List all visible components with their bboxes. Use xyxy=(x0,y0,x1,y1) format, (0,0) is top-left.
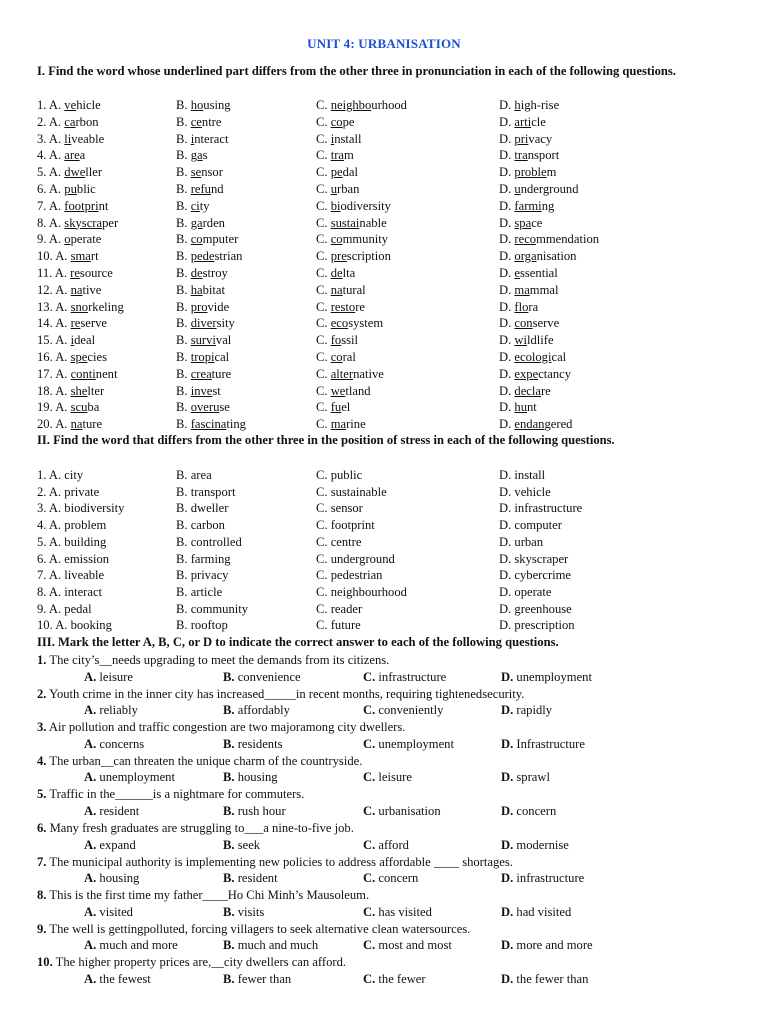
answer-option: D. unemployment xyxy=(501,669,592,684)
answer-option: D. skyscraper xyxy=(499,551,569,566)
answer-option: C. restore xyxy=(316,299,365,314)
stress-row xyxy=(0,500,768,517)
answer-option: 19. A. scuba xyxy=(37,400,100,415)
pronunciation-row xyxy=(0,299,768,316)
pronunciation-row xyxy=(0,231,768,248)
answer-option: 20. A. nature xyxy=(37,417,103,432)
answer-option: C. afford xyxy=(363,837,409,852)
answer-option: A. unemployment xyxy=(84,770,175,785)
answer-option: C. unemployment xyxy=(363,736,454,751)
answer-option: B. residents xyxy=(223,736,283,751)
question-text: 7. The municipal authority is implementing new policies to address affordable ____ shortages. xyxy=(37,854,513,869)
answer-option: A. the fewest xyxy=(84,971,151,986)
answer-option: 12. A. native xyxy=(37,282,102,297)
question-options xyxy=(0,702,768,719)
answer-option: D. problem xyxy=(499,165,557,180)
answer-option: D. operate xyxy=(499,584,552,599)
answer-option: 1. A. vehicle xyxy=(37,98,101,112)
answer-option: D. essential xyxy=(499,266,558,280)
question-text: 2. Youth crime in the inner city has increased_____in recent months, requiring tightenedsecurity. xyxy=(37,686,525,701)
pronunciation-row xyxy=(0,215,768,232)
question-text: 6. Many fresh graduates are struggling to___a nine-to-five job. xyxy=(37,821,354,835)
answer-option: B. garden xyxy=(176,215,225,230)
pronunciation-row xyxy=(0,416,768,433)
answer-option: 10. A. booking xyxy=(37,618,112,633)
question-text: 3. Air pollution and traffic congestion are two majoramong city dwellers. xyxy=(37,720,406,735)
pronunciation-row xyxy=(0,131,768,148)
stress-row xyxy=(0,601,768,618)
answer-option: B. computer xyxy=(176,232,239,247)
answer-option: C. public xyxy=(316,468,363,482)
answer-option: 6. A. public xyxy=(37,182,96,196)
question-options xyxy=(0,837,768,854)
answer-option: C. sustainable xyxy=(316,215,387,230)
question-options xyxy=(0,937,768,954)
answer-option: B. creature xyxy=(176,366,232,381)
answer-option: D. computer xyxy=(499,518,562,533)
answer-option: 9. A. operate xyxy=(37,232,102,247)
answer-option: C. underground xyxy=(316,551,395,566)
pronunciation-row xyxy=(0,332,768,349)
answer-option: C. footprint xyxy=(316,518,375,533)
answer-option: B. tropical xyxy=(176,350,230,364)
answer-option: C. infrastructure xyxy=(363,669,447,684)
answer-option: D. farming xyxy=(499,198,555,213)
answer-option: B. provide xyxy=(176,299,230,314)
answer-option: C. alternative xyxy=(316,366,384,381)
answer-option: B. seek xyxy=(223,837,261,852)
answer-option: B. community xyxy=(176,601,249,616)
pronunciation-row xyxy=(0,383,768,400)
answer-option: C. neighbourhood xyxy=(316,584,407,599)
answer-option: D. vehicle xyxy=(499,484,551,499)
answer-option: D. transport xyxy=(499,148,560,163)
answer-option: B. farming xyxy=(176,551,231,566)
stress-row xyxy=(0,467,768,484)
question-text: 9. The well is gettingpolluted, forcing villagers to seek alternative clean watersources. xyxy=(37,921,471,936)
answer-option: B. controlled xyxy=(176,534,242,549)
answer-option: C. urbanisation xyxy=(363,803,441,818)
answer-option: C. wetland xyxy=(316,383,371,398)
pronunciation-row xyxy=(0,114,768,131)
answer-option: B. housing xyxy=(176,98,231,112)
answer-option: 3. A. liveable xyxy=(37,131,105,146)
answer-option: C. delta xyxy=(316,266,356,280)
answer-option: 7. A. liveable xyxy=(37,568,105,583)
answer-option: D. more and more xyxy=(501,938,593,953)
question-options xyxy=(0,971,768,988)
stress-row xyxy=(0,517,768,534)
answer-option: A. reliably xyxy=(84,703,138,718)
answer-option: C. fossil xyxy=(316,333,359,348)
answer-option: C. neighbourhood xyxy=(316,98,407,112)
answer-option: D. modernise xyxy=(501,837,569,852)
answer-option: 4. A. problem xyxy=(37,518,107,533)
answer-option: C. reader xyxy=(316,601,363,616)
section-3-heading: III. Mark the letter A, B, C, or D to indicate the correct answer to each of the following questions. xyxy=(37,635,559,649)
pronunciation-row xyxy=(0,248,768,265)
answer-option: B. survival xyxy=(176,333,232,348)
answer-option: B. city xyxy=(176,198,210,213)
answer-option: D. declare xyxy=(499,383,551,398)
stress-row xyxy=(0,567,768,584)
answer-option: D. Infrastructure xyxy=(501,736,585,751)
section-2-heading: II. Find the word that differs from the other three in the position of stress in each of the following questions. xyxy=(37,433,615,447)
answer-option: 11. A. resource xyxy=(37,266,113,280)
answer-option: 7. A. footprint xyxy=(37,198,109,213)
answer-option: B. article xyxy=(176,584,223,599)
answer-option: D. install xyxy=(499,468,546,482)
answer-option: D. privacy xyxy=(499,131,553,146)
answer-option: B. housing xyxy=(223,770,278,785)
question-options xyxy=(0,870,768,887)
answer-option: C. biodiversity xyxy=(316,198,391,213)
answer-option: D. ecological xyxy=(499,350,567,364)
answer-option: C. install xyxy=(316,131,362,146)
answer-option: B. overuse xyxy=(176,400,230,415)
question-options xyxy=(0,904,768,921)
answer-option: B. much and much xyxy=(223,938,319,953)
answer-option: C. sensor xyxy=(316,501,363,516)
answer-option: D. organisation xyxy=(499,249,577,264)
answer-option: C. most and most xyxy=(363,938,452,953)
answer-option: B. rooftop xyxy=(176,618,228,633)
pronunciation-row xyxy=(0,282,768,299)
pronunciation-row xyxy=(0,265,768,282)
answer-option: 16. A. species xyxy=(37,350,107,364)
answer-option: D. sprawl xyxy=(501,770,550,785)
answer-option: D. rapidly xyxy=(501,703,553,718)
pronunciation-row xyxy=(0,366,768,383)
answer-option: D. flora xyxy=(499,299,539,314)
pronunciation-row xyxy=(0,97,768,114)
answer-option: D. high-rise xyxy=(499,98,560,112)
answer-option: D. underground xyxy=(499,182,579,196)
answer-option: A. visited xyxy=(84,904,133,919)
answer-option: D. endangered xyxy=(499,417,573,432)
answer-option: D. urban xyxy=(499,534,544,549)
answer-option: C. has visited xyxy=(363,904,432,919)
stress-row xyxy=(0,534,768,551)
answer-option: C. future xyxy=(316,618,361,633)
pronunciation-row xyxy=(0,147,768,164)
answer-option: C. centre xyxy=(316,534,362,549)
pronunciation-row xyxy=(0,315,768,332)
answer-option: C. fuel xyxy=(316,400,351,415)
question-options xyxy=(0,669,768,686)
answer-option: C. tram xyxy=(316,148,354,163)
answer-option: 8. A. interact xyxy=(37,584,103,599)
stress-row xyxy=(0,484,768,501)
answer-option: D. prescription xyxy=(499,618,575,633)
stress-row xyxy=(0,584,768,601)
pronunciation-row xyxy=(0,349,768,366)
section-1-heading: I. Find the word whose underlined part differs from the other three in pronunciation in each of the following questions. xyxy=(37,64,676,78)
answer-option: D. recommendation xyxy=(499,232,600,247)
answer-option: B. rush hour xyxy=(223,803,286,818)
answer-option: B. centre xyxy=(176,114,222,129)
question-text: 8. This is the first time my father____Ho Chi Minh’s Mausoleum. xyxy=(37,888,370,903)
answer-option: A. concerns xyxy=(84,736,145,751)
answer-option: C. the fewer xyxy=(363,971,426,986)
answer-option: B. area xyxy=(176,468,212,482)
question-options xyxy=(0,769,768,786)
answer-option: D. infrastructure xyxy=(499,501,583,516)
answer-option: C. sustainable xyxy=(316,484,387,499)
answer-option: D. had visited xyxy=(501,904,572,919)
answer-option: C. concern xyxy=(363,871,419,886)
answer-option: D. hunt xyxy=(499,400,537,415)
answer-option: 3. A. biodiversity xyxy=(37,501,125,516)
answer-option: D. expectancy xyxy=(499,366,572,381)
answer-option: D. the fewer than xyxy=(501,971,589,986)
answer-option: D. wildlife xyxy=(499,333,554,348)
answer-option: 1. A. city xyxy=(37,468,84,482)
page-title: UNIT 4: URBANISATION xyxy=(307,36,461,51)
answer-option: B. invest xyxy=(176,383,221,398)
answer-option: B. convenience xyxy=(223,669,301,684)
answer-option: B. dweller xyxy=(176,501,229,516)
question-text: 10. The higher property prices are,__city dwellers can afford. xyxy=(37,955,347,970)
answer-option: C. ecosystem xyxy=(316,316,384,331)
question-options xyxy=(0,803,768,820)
pronunciation-row xyxy=(0,181,768,198)
answer-option: B. privacy xyxy=(176,568,229,583)
answer-option: B. diversity xyxy=(176,316,235,331)
answer-option: B. sensor xyxy=(176,165,223,180)
answer-option: C. pedal xyxy=(316,165,358,180)
answer-option: B. pedestrian xyxy=(176,249,243,264)
answer-option: C. conveniently xyxy=(363,703,444,718)
stress-row xyxy=(0,617,768,634)
answer-option: B. fewer than xyxy=(223,971,292,986)
answer-option: C. community xyxy=(316,232,389,247)
answer-option: 17. A. continent xyxy=(37,366,118,381)
answer-option: D. mammal xyxy=(499,282,559,297)
answer-option: 5. A. dweller xyxy=(37,165,103,180)
answer-option: 15. A. ideal xyxy=(37,333,96,348)
answer-option: D. cybercrime xyxy=(499,568,572,583)
answer-option: D. space xyxy=(499,215,543,230)
answer-option: C. pedestrian xyxy=(316,568,383,583)
answer-option: D. conserve xyxy=(499,316,560,331)
answer-option: B. visits xyxy=(223,904,265,919)
answer-option: 4. A. area xyxy=(37,148,86,163)
answer-option: 13. A. snorkeling xyxy=(37,299,124,314)
answer-option: B. transport xyxy=(176,484,236,499)
answer-option: 14. A. reserve xyxy=(37,316,107,331)
question-text: 1. The city’s__needs upgrading to meet the demands from its citizens. xyxy=(37,653,390,667)
pronunciation-row xyxy=(0,164,768,181)
answer-option: 2. A. carbon xyxy=(37,114,99,129)
answer-option: C. cope xyxy=(316,114,355,129)
answer-option: 9. A. pedal xyxy=(37,601,92,616)
answer-option: 8. A. skyscraper xyxy=(37,215,119,230)
answer-option: C. marine xyxy=(316,417,366,432)
answer-option: 10. A. smart xyxy=(37,249,99,264)
answer-option: D. infrastructure xyxy=(501,871,585,886)
answer-option: B. resident xyxy=(223,871,278,886)
answer-option: A. much and more xyxy=(84,938,178,953)
answer-option: B. interact xyxy=(176,131,229,146)
answer-option: B. refund xyxy=(176,182,224,196)
answer-option: B. fascinating xyxy=(176,417,246,432)
answer-option: C. natural xyxy=(316,282,366,297)
answer-option: C. prescription xyxy=(316,249,391,264)
answer-option: A. expand xyxy=(84,837,136,852)
answer-option: 18. A. shelter xyxy=(37,383,105,398)
answer-option: C. urban xyxy=(316,182,360,196)
answer-option: C. leisure xyxy=(363,770,412,785)
answer-option: 6. A. emission xyxy=(37,551,110,566)
answer-option: 5. A. building xyxy=(37,534,107,549)
pronunciation-row xyxy=(0,198,768,215)
question-text: 5. Traffic in the______is a nightmare for commuters. xyxy=(37,787,305,802)
answer-option: B. destroy xyxy=(176,266,228,280)
answer-option: B. affordably xyxy=(223,703,290,718)
answer-option: B. habitat xyxy=(176,282,225,297)
answer-option: D. article xyxy=(499,114,546,129)
answer-option: B. carbon xyxy=(176,518,225,533)
answer-option: B. gas xyxy=(176,148,208,163)
pronunciation-row xyxy=(0,399,768,416)
answer-option: D. greenhouse xyxy=(499,601,572,616)
answer-option: D. concern xyxy=(501,803,557,818)
question-text: 4. The urban__can threaten the unique charm of the countryside. xyxy=(37,753,363,768)
answer-option: 2. A. private xyxy=(37,484,100,499)
answer-option: C. coral xyxy=(316,350,356,364)
answer-option: A. resident xyxy=(84,803,140,818)
stress-row xyxy=(0,551,768,568)
answer-option: A. housing xyxy=(84,871,140,886)
question-options xyxy=(0,736,768,753)
answer-option: A. leisure xyxy=(84,669,133,684)
